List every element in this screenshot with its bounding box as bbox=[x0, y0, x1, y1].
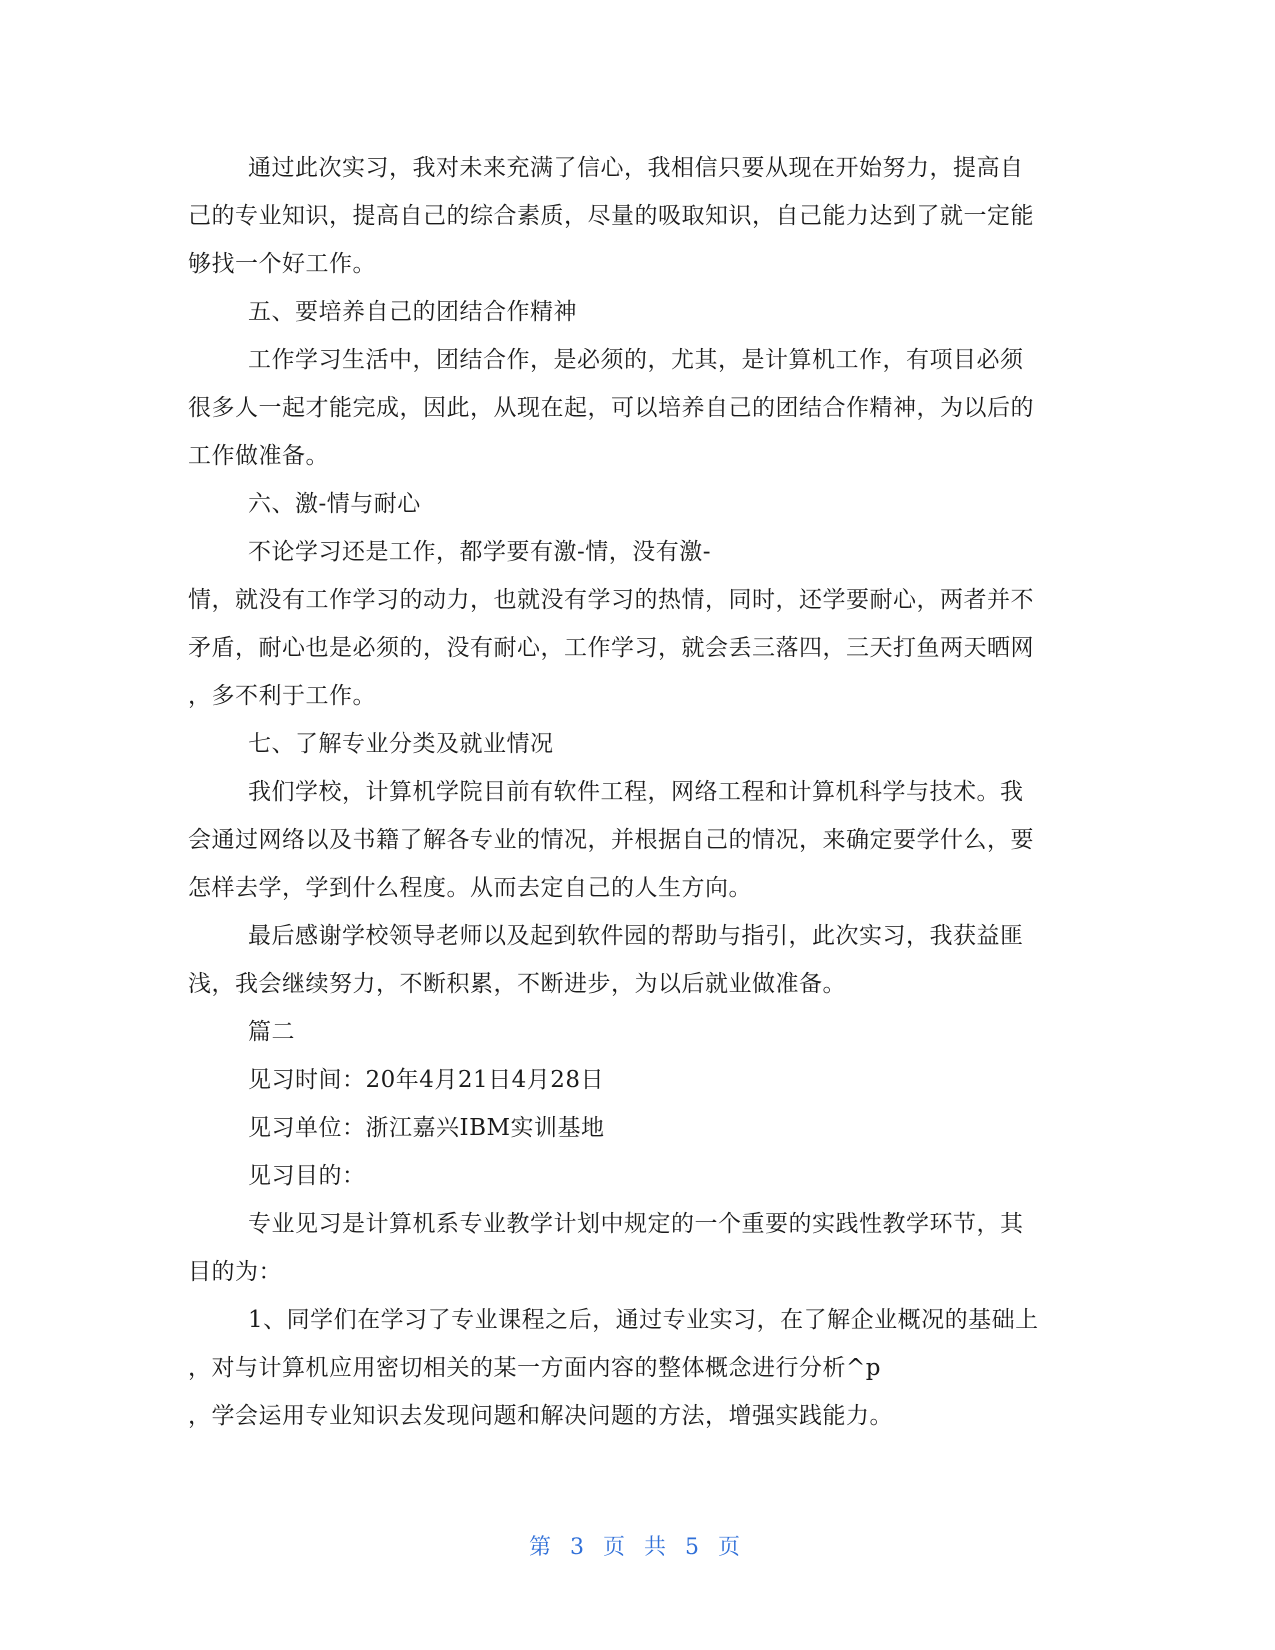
text-line: 情，就没有工作学习的动力，也就没有学习的热情，同时，还学要耐心，两者并不 bbox=[188, 587, 1034, 613]
page-number-footer: 第 3 页 共 5 页 bbox=[529, 1535, 746, 1560]
section-heading: 七、了解专业分类及就业情况 bbox=[248, 731, 554, 757]
text-line: 专业见习是计算机系专业教学计划中规定的一个重要的实践性教学环节，其 bbox=[248, 1211, 1024, 1237]
text-line: 见习目的： bbox=[248, 1163, 366, 1189]
text-line: 够找一个好工作。 bbox=[188, 251, 376, 277]
section-heading: 六、激-情与耐心 bbox=[248, 491, 421, 517]
text-line: ，对与计算机应用密切相关的某一方面内容的整体概念进行分析^p bbox=[188, 1355, 881, 1381]
text-line: 怎样去学，学到什么程度。从而去定自己的人生方向。 bbox=[188, 875, 752, 901]
text-line: 通过此次实习，我对未来充满了信心，我相信只要从现在开始努力，提高自 bbox=[248, 155, 1024, 181]
text-line: 很多人一起才能完成，因此，从现在起，可以培养自己的团结合作精神，为以后的 bbox=[188, 395, 1034, 421]
text-line: 见习时间：20年4月21日4月28日 bbox=[248, 1067, 605, 1093]
text-line: 己的专业知识，提高自己的综合素质，尽量的吸取知识，自己能力达到了就一定能 bbox=[188, 203, 1034, 229]
section-heading: 五、要培养自己的团结合作精神 bbox=[248, 299, 577, 325]
section-heading: 篇二 bbox=[248, 1019, 295, 1045]
text-line: ，多不利于工作。 bbox=[188, 683, 376, 709]
text-line: 我们学校，计算机学院目前有软件工程，网络工程和计算机科学与技术。我 bbox=[248, 779, 1024, 805]
body-text bbox=[188, 144, 1088, 1440]
text-line: 不论学习还是工作，都学要有激-情，没有激- bbox=[248, 539, 712, 565]
text-line: 最后感谢学校领导老师以及起到软件园的帮助与指引，此次实习，我获益匪 bbox=[248, 923, 1024, 949]
text-line: 工作做准备。 bbox=[188, 443, 329, 469]
text-line: 矛盾，耐心也是必须的，没有耐心，工作学习，就会丢三落四，三天打鱼两天晒网 bbox=[188, 635, 1034, 661]
text-line: 见习单位：浙江嘉兴IBM实训基地 bbox=[248, 1115, 605, 1141]
text-line: 工作学习生活中，团结合作，是必须的，尤其，是计算机工作，有项目必须 bbox=[248, 347, 1024, 373]
text-line: 会通过网络以及书籍了解各专业的情况，并根据自己的情况，来确定要学什么，要 bbox=[188, 827, 1034, 853]
text-line: ，学会运用专业知识去发现问题和解决问题的方法，增强实践能力。 bbox=[188, 1403, 893, 1429]
text-line: 1、同学们在学习了专业课程之后，通过专业实习，在了解企业概况的基础上 bbox=[248, 1307, 1039, 1333]
text-line: 浅，我会继续努力，不断积累，不断进步，为以后就业做准备。 bbox=[188, 971, 846, 997]
text-line: 目的为： bbox=[188, 1259, 282, 1285]
